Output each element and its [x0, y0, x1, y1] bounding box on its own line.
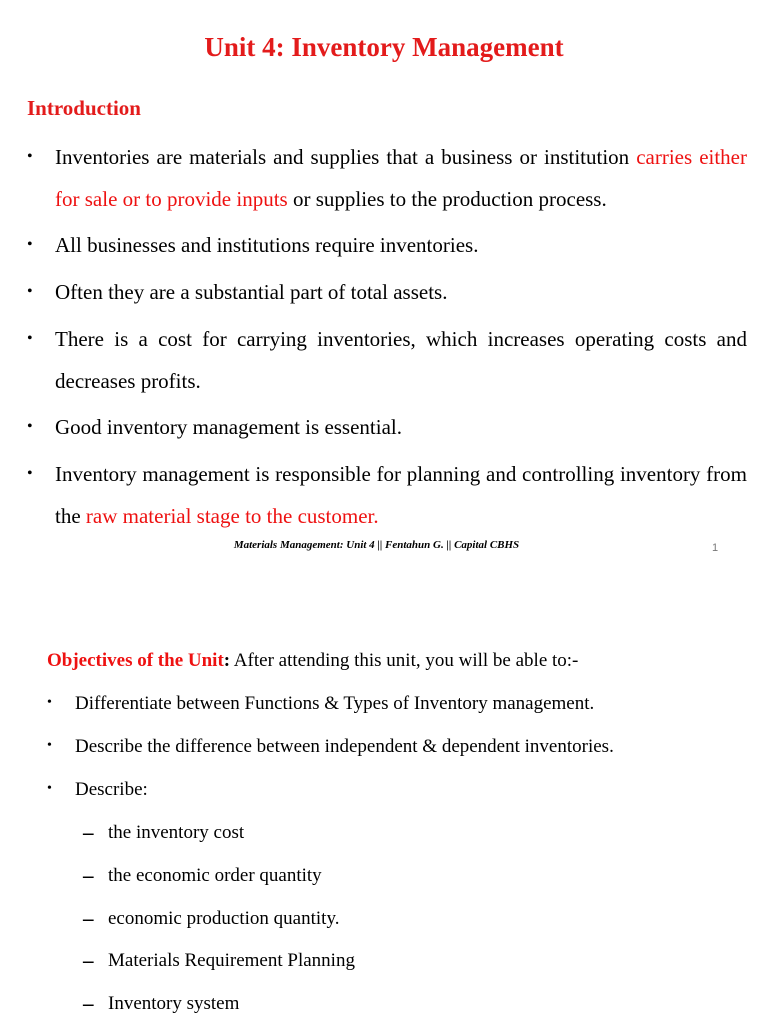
intro-bullet-1: • Inventories are materials and supplies that a business or institution carries either for sale or to provide inputs or supplies to the production process. [27, 136, 747, 220]
objective-bullet-3: • Describe: [47, 779, 148, 800]
bullet-dot: • [47, 738, 52, 753]
bullet-dot: • [47, 695, 52, 710]
page-number: 1 [712, 542, 719, 554]
bullet-dot: • [27, 465, 33, 482]
intro-bullet-3: • Often they are a substantial part of total assets. [27, 271, 747, 313]
dash-marker: – [83, 906, 94, 930]
bullet-dot: • [27, 418, 33, 435]
sub-item-2: – the economic order quantity [83, 863, 322, 887]
bullet-dot: • [27, 283, 33, 300]
dash-marker: – [83, 948, 94, 972]
page-title: Unit 4: Inventory Management [204, 32, 564, 62]
bullet-dot: • [27, 148, 33, 165]
intro-bullet-2: • All businesses and institutions require inventories. [27, 224, 747, 266]
objective-bullet-1: • Differentiate between Functions & Types of Inventory management. [47, 693, 595, 714]
sub-item-1: – the inventory cost [83, 820, 245, 844]
dash-marker: – [83, 991, 94, 1015]
bullet-dot: • [27, 330, 33, 347]
dash-marker: – [83, 820, 94, 844]
bullet-dot: • [27, 236, 33, 253]
bullet-dot: • [47, 781, 52, 796]
sub-item-4: – Materials Requirement Planning [83, 948, 355, 972]
intro-bullet-5: • Good inventory management is essential. [27, 406, 747, 448]
objective-bullet-2: • Describe the difference between independent & dependent inventories. [47, 736, 614, 757]
objectives-label: Objectives of the Unit: [47, 650, 231, 671]
intro-bullet-6: • Inventory management is responsible for planning and controlling inventory from the raw material stage to the customer. [27, 453, 747, 537]
objectives-intro: Objectives of the Unit: After attending this unit, you will be able to:- [47, 650, 579, 671]
intro-bullet-4: • There is a cost for carrying inventories, which increases operating costs and decreases profits. [27, 318, 747, 402]
dash-marker: – [83, 863, 94, 887]
section-heading-introduction: Introduction [27, 96, 141, 120]
sub-item-5: – Inventory system [83, 991, 240, 1015]
slide-footer: Materials Management: Unit 4 || Fentahun G. || Capital CBHS [233, 539, 520, 551]
sub-item-3: – economic production quantity. [83, 906, 340, 930]
